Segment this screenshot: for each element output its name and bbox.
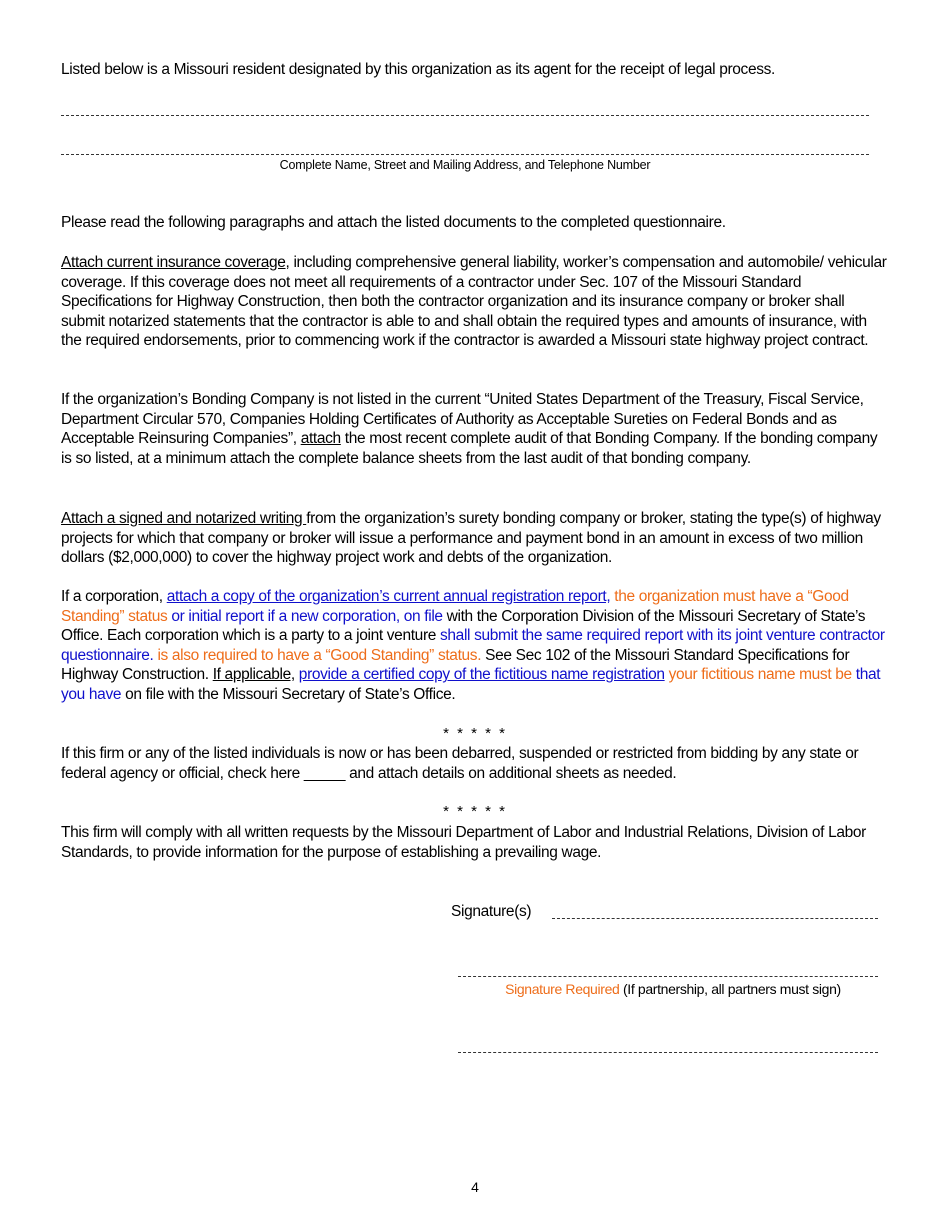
agent-line-2[interactable] (61, 154, 869, 156)
corp-s15: on file with the Missouri Secretary of State’s Office. (121, 685, 456, 703)
bonding-text-2: the most recent complete audit of that Bonding Company. If the bonding company is so listed, at a minimum attach the complete balance sheets from the last audit of that bonding company. (61, 430, 878, 467)
signature-note: (If partnership, all partners must sign) (619, 981, 841, 997)
corp-s9: See Sec 102 of the Missouri Standard Specifications for Highway Construction. (61, 646, 850, 684)
insurance-text: , including comprehensive general liability, worker’s compensation and automobile/ vehicular coverage. If this coverage does not meet all requirements of a contractor under Sec. 107 of the Missouri Standard Specifications for Highway Construction, then both the contractor organization and its insurance company or broker shall submit notarized statements that the contractor is able to and shall obtain the required types and amounts of insurance, with the required endorsements, prior to commencing work if the contractor is awarded a Missouri state highway project contract. (61, 254, 887, 350)
debarred-paragraph: If this firm or any of the listed individuals is now or has been debarred, suspended or restricted from bidding by any state or federal agency or official, check here _____ and attach details on additional sheets as needed. (61, 745, 859, 782)
signature-line-3[interactable] (458, 1052, 878, 1054)
corp-s8: is also required to have a “Good Standing” status. (157, 646, 482, 664)
corp-s13: your fictitious name must be (664, 666, 852, 684)
corporation-paragraph (61, 587, 891, 705)
agent-intro: Listed below is a Missouri resident designated by this organization as its agent for the receipt of legal process. (61, 61, 775, 78)
section-separator-2: * * * * * (443, 803, 507, 820)
bonding-text-1: If the organization’s Bonding Company is not listed in the current “United States Department of the Treasury, Fiscal Service, Department Circular 570, Companies Holding Certificates of Authority as Acceptable Sureties on Federal Bonds and as Acceptable Reinsuring Companies”, (61, 391, 864, 448)
corp-s3: the organization must have a “Good Standing” status (61, 588, 849, 625)
signature-line-1[interactable] (552, 918, 878, 920)
labor-paragraph: This firm will comply with all written requests by the Missouri Department of Labor and Industrial Relations, Division of Labor Standards, to provide information for the purpose of establishing a prevailing wage. (61, 824, 866, 861)
corp-s1: If a corporation, (61, 588, 167, 605)
signature-caption (458, 980, 888, 1000)
corp-s10: If applicable, (212, 666, 295, 684)
insurance-lead: Attach current insurance coverage (61, 254, 286, 271)
section-separator-1: * * * * * (443, 725, 507, 742)
signature-label: Signature(s) (451, 903, 532, 920)
corp-s7: . (149, 646, 158, 664)
please-read-paragraph: Please read the following paragraphs and attach the listed documents to the completed questionnaire. (61, 214, 726, 231)
corp-s6: shall submit the same required report with its joint venture contractor questionnaire (61, 627, 885, 664)
agent-caption: Complete Name, Street and Mailing Address, and Telephone Number (279, 158, 651, 172)
bonding-paragraph (61, 390, 891, 468)
annual-registration-link[interactable]: attach a copy of the organization’s current annual registration report, (166, 588, 611, 605)
insurance-paragraph (61, 253, 891, 351)
agent-line-1[interactable] (61, 115, 869, 117)
corp-s5: with the Corporation Division of the Missouri Secretary of State’s Office. Each corporation which is a party to a joint venture (61, 607, 866, 645)
signature-line-2[interactable] (458, 976, 878, 978)
corp-s4: or initial report if a new corporation, on file (167, 607, 443, 625)
surety-text: from the organization’s surety bonding company or broker, stating the type(s) of highway projects for which that company or broker will issue a performance and payment bond in an amount in excess of two million dollars ($2,000,000) to cover the highway project work and debts of the organization. (61, 510, 881, 567)
surety-lead: Attach a signed and notarized writing (61, 510, 307, 527)
signature-required: Signature Required (505, 981, 620, 997)
surety-paragraph (61, 509, 891, 568)
fictitious-name-link[interactable]: provide a certified copy of the fictitious name registration (298, 666, 665, 684)
corp-s14: that you have (61, 666, 881, 703)
bonding-attach: attach (300, 430, 341, 448)
page-number: 4 (471, 1179, 479, 1195)
